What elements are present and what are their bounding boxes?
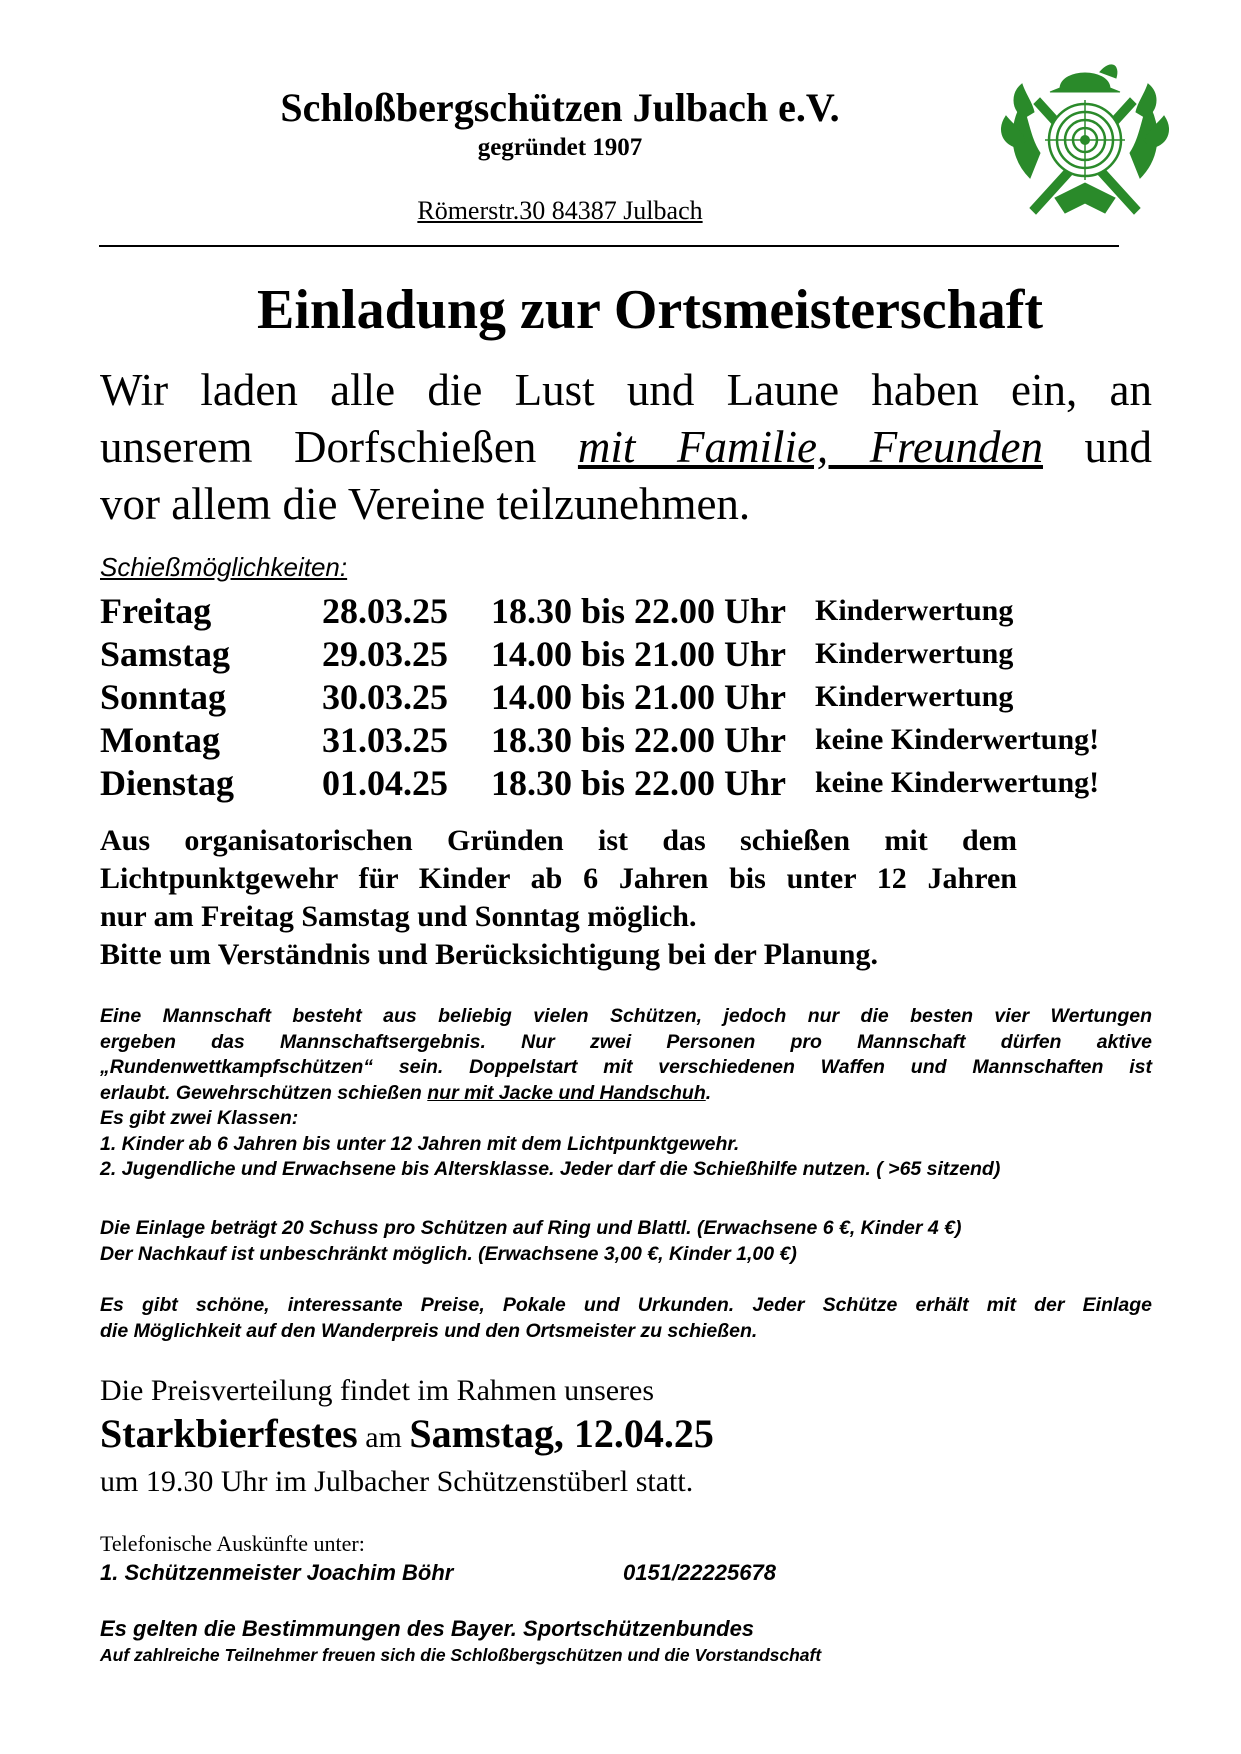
team-rules-line: 2. Jugendliche und Erwachsene bis Altersklasse. Jeder darf die Schießhilfe nutzen. ( >65 sitzend) — [100, 1158, 1001, 1180]
organisational-note — [100, 822, 1017, 974]
phone-label: Telefonische Auskünfte unter: — [100, 1531, 365, 1556]
schedule-note: keine Kinderwertung! — [815, 766, 1100, 799]
award-date: Samstag, 12.04.25 — [409, 1411, 714, 1456]
award-time-location: um 19.30 Uhr im Julbacher Schützenstüberl statt. — [100, 1465, 694, 1498]
intro-emphasis: mit Familie, Freunden — [577, 422, 1043, 472]
intro-line-1: Wir laden alle die Lust und Laune haben ein, an — [100, 365, 1152, 415]
schedule-note: Kinderwertung — [815, 594, 1014, 627]
team-rules-line — [100, 1081, 1152, 1107]
schedule-note: Kinderwertung — [815, 637, 1014, 670]
schedule-date: 29.03.25 — [322, 634, 448, 674]
schedule-date: 30.03.25 — [322, 677, 448, 717]
equipment-requirement: nur mit Jacke und Handschuh — [427, 1081, 706, 1104]
schedule-row — [100, 590, 1200, 630]
club-address: Römerstr.30 84387 Julbach — [417, 196, 703, 225]
schedule-time: 18.30 bis 22.00 Uhr — [491, 763, 787, 803]
intro-line-2-end: und — [1084, 422, 1153, 472]
schedule-row — [100, 762, 1200, 802]
regulations-note: Es gelten die Bestimmungen des Bayer. Sportschützenbundes — [100, 1616, 755, 1641]
schedule-date: 31.03.25 — [322, 720, 448, 760]
intro-paragraph — [100, 362, 1152, 533]
schedule-time: 18.30 bis 22.00 Uhr — [491, 591, 787, 631]
club-name: Schloßbergschützen Julbach e.V. — [280, 85, 840, 130]
team-rules-line: „Rundenwettkampfschützen“ sein. Doppelstart mit verschiedenen Waffen und Mannschaften ist — [100, 1056, 1152, 1078]
schedule-day: Montag — [100, 720, 220, 760]
team-rules-line: ergeben das Mannschaftsergebnis. Nur zwei Personen pro Mannschaft dürfen aktive — [100, 1030, 1152, 1053]
schedule-row — [100, 719, 1200, 759]
schedule-row — [100, 633, 1200, 673]
team-rules-line-4-end: . — [705, 1081, 712, 1104]
org-note-line: nur am Freitag Samstag und Sonntag möglich. — [100, 900, 697, 933]
fees-line: Die Einlage beträgt 20 Schuss pro Schützen auf Ring und Blattl. (Erwachsene 6 €, Kinder 4 €) — [100, 1217, 962, 1239]
schedule-note: keine Kinderwertung! — [815, 723, 1100, 756]
award-event-name: Starkbierfestes — [100, 1411, 358, 1456]
closing-note: Auf zahlreiche Teilnehmer freuen sich die Schloßbergschützen und die Vorstandschaft — [100, 1645, 822, 1665]
header-divider — [99, 245, 1119, 247]
schedule-day: Samstag — [100, 634, 231, 674]
prizes-line: die Möglichkeit auf den Wanderpreis und den Ortsmeister zu schießen. — [100, 1319, 758, 1342]
team-rules-line-4-start: erlaubt. Gewehrschützen schießen — [100, 1081, 428, 1104]
team-rules — [100, 1004, 1152, 1183]
org-note-line: Lichtpunktgewehr für Kinder ab 6 Jahren bis unter 12 Jahren — [100, 862, 1017, 895]
founded-year: gegründet 1907 — [477, 134, 643, 161]
contact-name: 1. Schützenmeister Joachim Böhr — [100, 1560, 454, 1585]
schedule-time: 18.30 bis 22.00 Uhr — [491, 720, 787, 760]
fees-info — [100, 1216, 1152, 1267]
team-rules-line: Eine Mannschaft besteht aus beliebig vielen Schützen, jedoch nur die besten vier Wertungen — [100, 1005, 1152, 1027]
contact-phone: 0151/22225678 — [623, 1560, 776, 1585]
schedule-heading: Schießmöglichkeiten: — [100, 552, 348, 582]
award-connector: am — [357, 1421, 410, 1454]
schedule-time: 14.00 bis 21.00 Uhr — [491, 677, 787, 717]
schedule-day: Freitag — [100, 591, 212, 631]
org-note-line: Aus organisatorischen Gründen ist das schießen mit dem — [100, 824, 1017, 857]
award-event — [100, 1410, 714, 1457]
team-rules-line: Es gibt zwei Klassen: — [100, 1107, 299, 1129]
prizes-info — [100, 1293, 1152, 1344]
team-rules-line: 1. Kinder ab 6 Jahren bis unter 12 Jahren mit dem Lichtpunktgewehr. — [100, 1132, 740, 1155]
intro-line-2 — [100, 419, 1152, 476]
schedule-day: Dienstag — [100, 763, 234, 803]
award-intro: Die Preisverteilung findet im Rahmen unseres — [100, 1374, 655, 1407]
intro-line-3: vor allem die Vereine teilzunehmen. — [100, 479, 751, 529]
schedule-note: Kinderwertung — [815, 680, 1014, 713]
org-note-line: Bitte um Verständnis und Berücksichtigung bei der Planung. — [100, 938, 878, 971]
prizes-line: Es gibt schöne, interessante Preise, Pokale und Urkunden. Jeder Schütze erhält mit der Einlage — [100, 1294, 1152, 1316]
page-title: Einladung zur Ortsmeisterschaft — [256, 279, 1044, 341]
schedule-time: 14.00 bis 21.00 Uhr — [491, 634, 787, 674]
fees-line: Der Nachkauf ist unbeschränkt möglich. (Erwachsene 3,00 €, Kinder 1,00 €) — [100, 1242, 797, 1265]
schedule-day: Sonntag — [100, 677, 227, 717]
schedule-date: 01.04.25 — [322, 763, 448, 803]
club-emblem-icon — [1000, 58, 1170, 218]
schedule-row — [100, 676, 1200, 716]
intro-line-2-start: unserem Dorfschießen — [100, 422, 537, 472]
schedule-date: 28.03.25 — [322, 591, 448, 631]
